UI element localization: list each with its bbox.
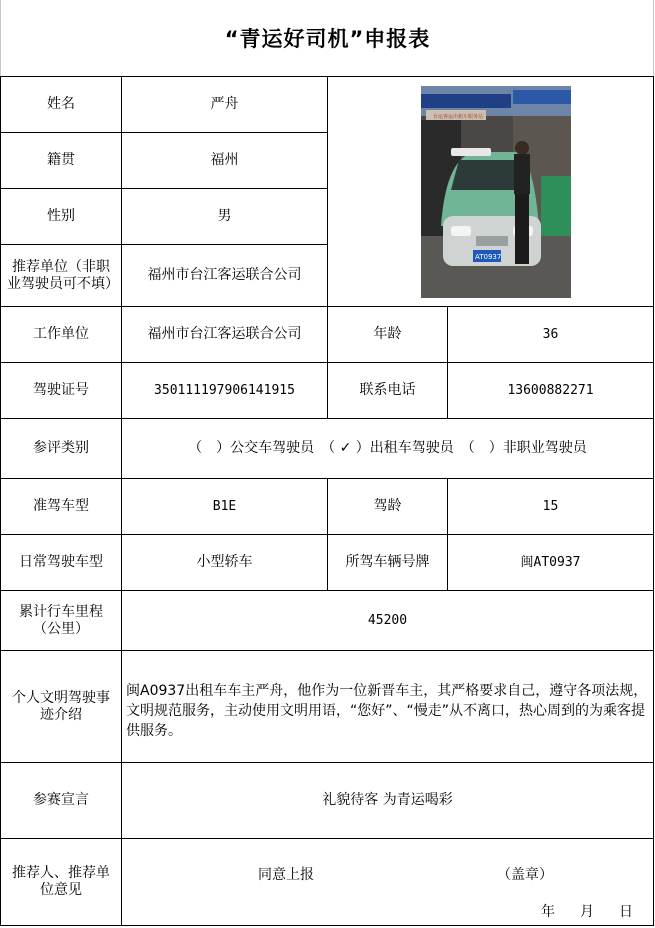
deeds-label: 个人文明驾驶事迹介绍 bbox=[0, 650, 122, 763]
mileage-value: 45200 bbox=[121, 590, 654, 651]
plate-label: 所驾车辆号牌 bbox=[327, 534, 448, 591]
seal-text: （盖章） bbox=[497, 867, 553, 883]
driving-years-value: 15 bbox=[447, 478, 654, 535]
work-label: 工作单位 bbox=[0, 306, 122, 363]
category-label: 参评类别 bbox=[0, 418, 122, 479]
gender-value: 男 bbox=[121, 188, 328, 245]
native-value: 福州 bbox=[121, 132, 328, 189]
recommender-label: 推荐单位（非职业驾驶员可不填） bbox=[0, 244, 122, 307]
category-value: （ ）公交车驾驶员 （ ✓ ）出租车驾驶员 （ ）非职业驾驶员 bbox=[121, 418, 654, 479]
work-value: 福州市台江客运联合公司 bbox=[121, 306, 328, 363]
deeds-value: 闽A0937出租车车主严舟，他作为一位新晋车主，其严格要求自己，遵守各项法规，文明规范服务，主动使用文明用语，“您好”、“慢走”从不离口，热心周到的为乘客提供服务。 bbox=[121, 650, 654, 763]
opinion-label: 推荐人、推荐单位意见 bbox=[0, 838, 122, 926]
name-value: 严舟 bbox=[121, 76, 328, 133]
date-year: 年 bbox=[541, 904, 555, 920]
daily-vehicle-label: 日常驾驶车型 bbox=[0, 534, 122, 591]
declaration-label: 参赛宣言 bbox=[0, 762, 122, 839]
form-title: “青运好司机”申报表 bbox=[224, 27, 431, 51]
driver-photo bbox=[421, 86, 571, 298]
daily-vehicle-value: 小型轿车 bbox=[121, 534, 328, 591]
photo-illustration bbox=[421, 86, 571, 298]
opinion-cell bbox=[121, 838, 654, 926]
driving-years-label: 驾龄 bbox=[327, 478, 448, 535]
opinion-value: 同意上报 bbox=[258, 867, 314, 883]
native-label: 籍贯 bbox=[0, 132, 122, 189]
license-label: 驾驶证号 bbox=[0, 362, 122, 419]
license-value: 350111197906141915 bbox=[121, 362, 328, 419]
photo-plate-text: AT0937 bbox=[475, 253, 502, 261]
vehicle-type-value: B1E bbox=[121, 478, 328, 535]
gender-label: 性别 bbox=[0, 188, 122, 245]
declaration-value: 礼貌待客 为青运喝彩 bbox=[121, 762, 654, 839]
photo-sign-text: 台运客运出租车服务站 bbox=[433, 114, 484, 120]
recommender-value: 福州市台江客运联合公司 bbox=[121, 244, 328, 307]
age-value: 36 bbox=[447, 306, 654, 363]
vehicle-type-label: 准驾车型 bbox=[0, 478, 122, 535]
date-month: 月 bbox=[580, 904, 594, 920]
phone-value: 13600882271 bbox=[447, 362, 654, 419]
phone-label: 联系电话 bbox=[327, 362, 448, 419]
date-day: 日 bbox=[619, 904, 633, 920]
plate-value: 闽AT0937 bbox=[447, 534, 654, 591]
mileage-label: 累计行车里程（公里） bbox=[0, 590, 122, 651]
age-label: 年龄 bbox=[327, 306, 448, 363]
name-label: 姓名 bbox=[0, 76, 122, 133]
